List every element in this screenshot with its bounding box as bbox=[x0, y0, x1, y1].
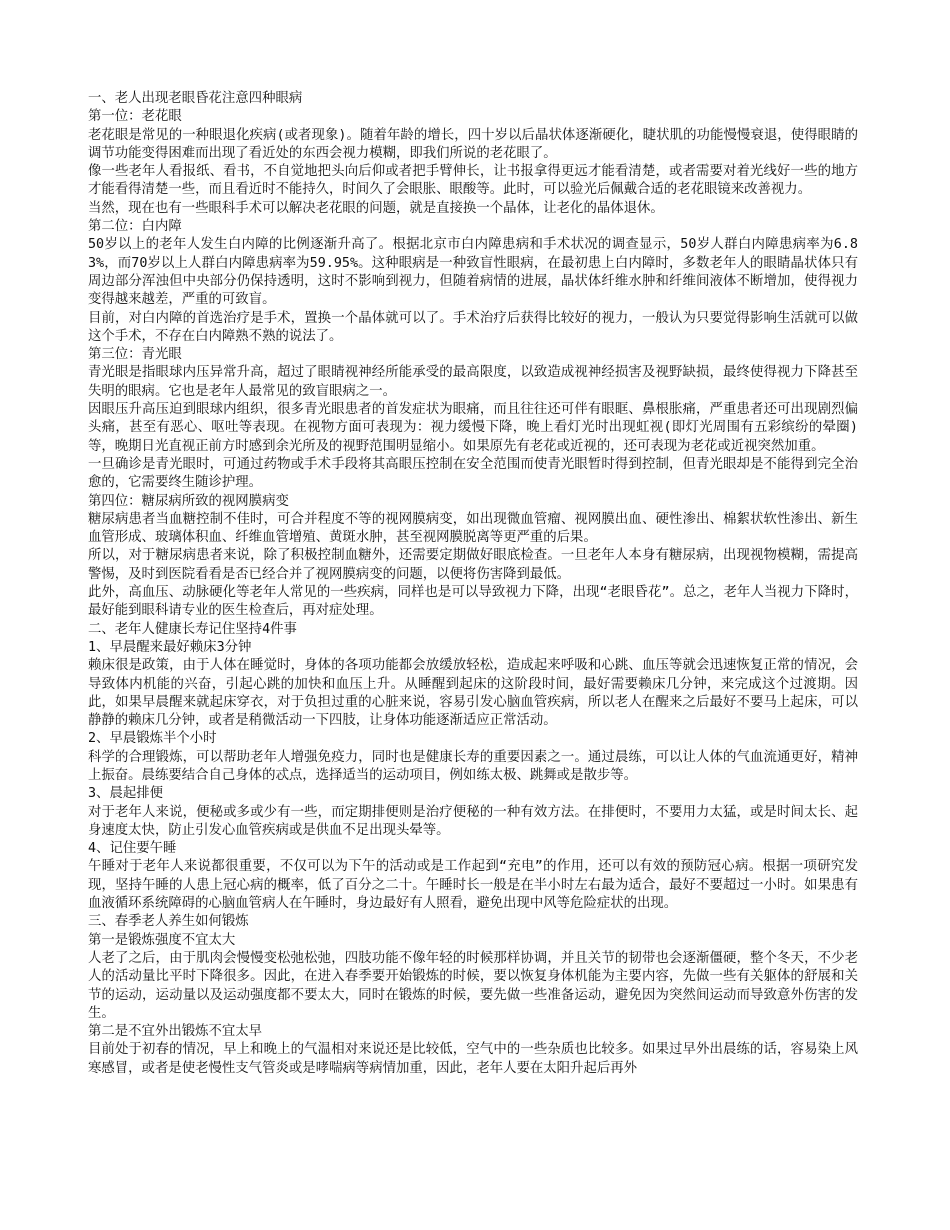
paragraph: 目前处于初春的情况，早上和晚上的气温相对来说还是比较低，空气中的一些杂质也比较多。如果过早外出晨练的话，容易染上风寒感冒，或者是使老慢性支气管炎或是哮喘病等病情加重，因此，老年人要在太阳升起后再外 bbox=[88, 1042, 858, 1076]
subheading: 第二是不宜外出锻炼不宜太早 bbox=[88, 1024, 263, 1040]
subheading: 4、记住要午睡 bbox=[88, 841, 177, 857]
section-heading-1: 一、老人出现老眼昏花注意四种眼病 bbox=[88, 91, 303, 106]
paragraph: 老花眼是常见的一种眼退化疾病(或者现象)。随着年龄的增长，四十岁以后晶状体逐渐硬化，睫状肌的功能慢慢衰退，使得眼睛的调节功能变得困难而出现了看近处的东西会视力模糊，即我们所说的老花眼了。 bbox=[88, 127, 858, 161]
paragraph: 赖床很是政策，由于人体在睡觉时，身体的各项功能都会放缓放轻松，造成起来呼吸和心跳、血压等就会迅速恢复正常的情况，会导致体内机能的兴奋，引起心跳的加快和血压上升。从睡醒到起床的这阶段时间，最好需要赖床几分钟，来完成这个过渡期。因此，如果早晨醒来就起床穿衣，对于负担过重的心脏来说，容易引发心脑血管疾病，所以老人在醒来之后最好不要马上起床，可以静静的赖床几分钟，或者是稍微活动一下四肢，让身体功能逐渐适应正常活动。 bbox=[88, 658, 858, 729]
subheading: 第一是锻炼强度不宜太大 bbox=[88, 932, 236, 948]
subheading: 2、早晨锻炼半个小时 bbox=[88, 731, 217, 747]
paragraph: 一旦确诊是青光眼时，可通过药物或手术手段将其高眼压控制在安全范围而使青光眼暂时得到控制，但青光眼却是不能得到完全治愈的，它需要终生随诊护理。 bbox=[88, 456, 858, 491]
paragraph: 50岁以上的老年人发生白内障的比例逐渐升高了。根据北京市白内障患病和手术状况的调查显示，50岁人群白内障患病率为6.83%，而70岁以上人群白内障患病率为59.95%。这种眼病是一种致盲性眼病，在最初患上白内障时，多数老年人的眼睛晶状体只有周边部分浑浊但中央部分仍保持透明，这时不影响到视力，但随着病情的进展，晶状体纤维水肿和纤维间液体不断增加，使得视力变得越来越差，严重的可致盲。 bbox=[88, 237, 858, 308]
paragraph: 目前，对白内障的首选治疗是手术，置换一个晶体就可以了。手术治疗后获得比较好的视力，一般认为只要觉得影响生活就可以做这个手术，不存在白内障熟不熟的说法了。 bbox=[88, 310, 858, 344]
subheading: 3、晨起排便 bbox=[88, 786, 164, 802]
paragraph: 人老了之后，由于肌肉会慢慢变松弛松弛，四肢功能不像年轻的时候那样协调，并且关节的韧带也会逐渐僵硬，整个冬天，不少老人的活动量比平时下降很多。因此，在进入春季要开始锻炼的时候，要以恢复身体机能为主要内容，先做一些有关躯体的舒展和关节的运动，运动量以及运动强度都不要太大，同时在锻炼的时候，要先做一些准备运动，避免因为突然间运动而导致意外伤害的发生。 bbox=[88, 950, 858, 1021]
document-page bbox=[88, 90, 858, 1078]
paragraph: 此外，高血压、动脉硬化等老年人常见的一些疾病，同样也是可以导致视力下降，出现“老眼昏花”。总之，老年人当视力下降时，最好能到眼科请专业的医生检查后，再对症处理。 bbox=[88, 585, 858, 619]
subheading: 第二位：白内障 bbox=[88, 219, 182, 235]
section-heading-2: 二、老年人健康长寿记住坚持4件事 bbox=[88, 621, 297, 637]
paragraph: 糖尿病患者当血糖控制不佳时，可合并程度不等的视网膜病变，如出现微血管瘤、视网膜出血、硬性渗出、棉絮状软性渗出、新生血管形成、玻璃体积血、纤维血管增殖、黄斑水肿，甚至视网膜脱离等更严重的后果。 bbox=[88, 511, 858, 546]
paragraph: 科学的合理锻炼，可以帮助老年人增强免疫力，同时也是健康长寿的重要因素之一。通过晨练，可以让人体的气血流通更好，精神上振奋。晨练要结合自己身体的忒点，选择适当的运动项目，例如练太极、跳舞或是散步等。 bbox=[88, 749, 858, 783]
subheading: 第三位：青光眼 bbox=[88, 347, 182, 363]
paragraph: 所以，对于糖尿病患者来说，除了积极控制血糖外，还需要定期做好眼底检查。一旦老年人本身有糖尿病，出现视物模糊，需提高警惕，及时到医院看看是否已经合并了视网膜病变的问题，以便将伤害降到最低。 bbox=[88, 548, 858, 582]
paragraph: 对于老年人来说，便秘或多或少有一些，而定期排便则是治疗便秘的一种有效方法。在排便时，不要用力太猛，或是时间太长、起身速度太快，防止引发心血管疾病或是供血不足出现头晕等。 bbox=[88, 804, 858, 838]
paragraph: 午睡对于老年人来说都很重要，不仅可以为下午的活动或是工作起到“充电”的作用，还可以有效的预防冠心病。根据一项研究发现，坚持午睡的人患上冠心病的概率，低了百分之二十。午睡时长一般是在半小时左右最为适合，最好不要超过一小时。如果患有血液循环系统障碍的心脑血管病人在午睡时，身边最好有人照看，避免出现中风等危险症状的出现。 bbox=[88, 859, 858, 912]
paragraph: 像一些老年人看报纸、看书，不自觉地把头向后仰或者把手臂伸长，让书报拿得更远才能看清楚，或者需要对着光线好一些的地方才能看得清楚一些，而且看近时不能持久，时间久了会眼胀、眼酸等。此时，可以验光后佩戴合适的老花眼镜来改善视力。 bbox=[88, 164, 858, 198]
paragraph: 当然，现在也有一些眼科手术可以解决老花眼的问题，就是直接换一个晶体，让老化的晶体退休。 bbox=[88, 200, 664, 216]
subheading: 1、早晨醒来最好赖床3分钟 bbox=[88, 639, 252, 655]
subheading: 第一位：老花眼 bbox=[88, 109, 182, 125]
paragraph: 因眼压升高压迫到眼球内组织，很多青光眼患者的首发症状为眼痛，而且往往还可伴有眼眶、鼻根胀痛，严重患者还可出现剧烈偏头痛，甚至有恶心、呕吐等表现。在视物方面可表现为：视力缓慢下降，晚上看灯光时出现虹视(即灯光周围有五彩缤纷的晕圈)等，晚期日光直视正前方时感到余光所及的视野范围明显缩小。如果原先有老花或近视的，还可表现为老花或近视突然加重。 bbox=[88, 402, 858, 454]
subheading: 第四位：糖尿病所致的视网膜病变 bbox=[88, 493, 289, 509]
section-heading-3: 三、春季老人养生如何锻炼 bbox=[88, 914, 249, 930]
paragraph: 青光眼是指眼球内压异常升高，超过了眼睛视神经所能承受的最高限度，以致造成视神经损害及视野缺损，最终使得视力下降甚至失明的眼病。它也是老年人最常见的致盲眼病之一。 bbox=[88, 365, 858, 399]
